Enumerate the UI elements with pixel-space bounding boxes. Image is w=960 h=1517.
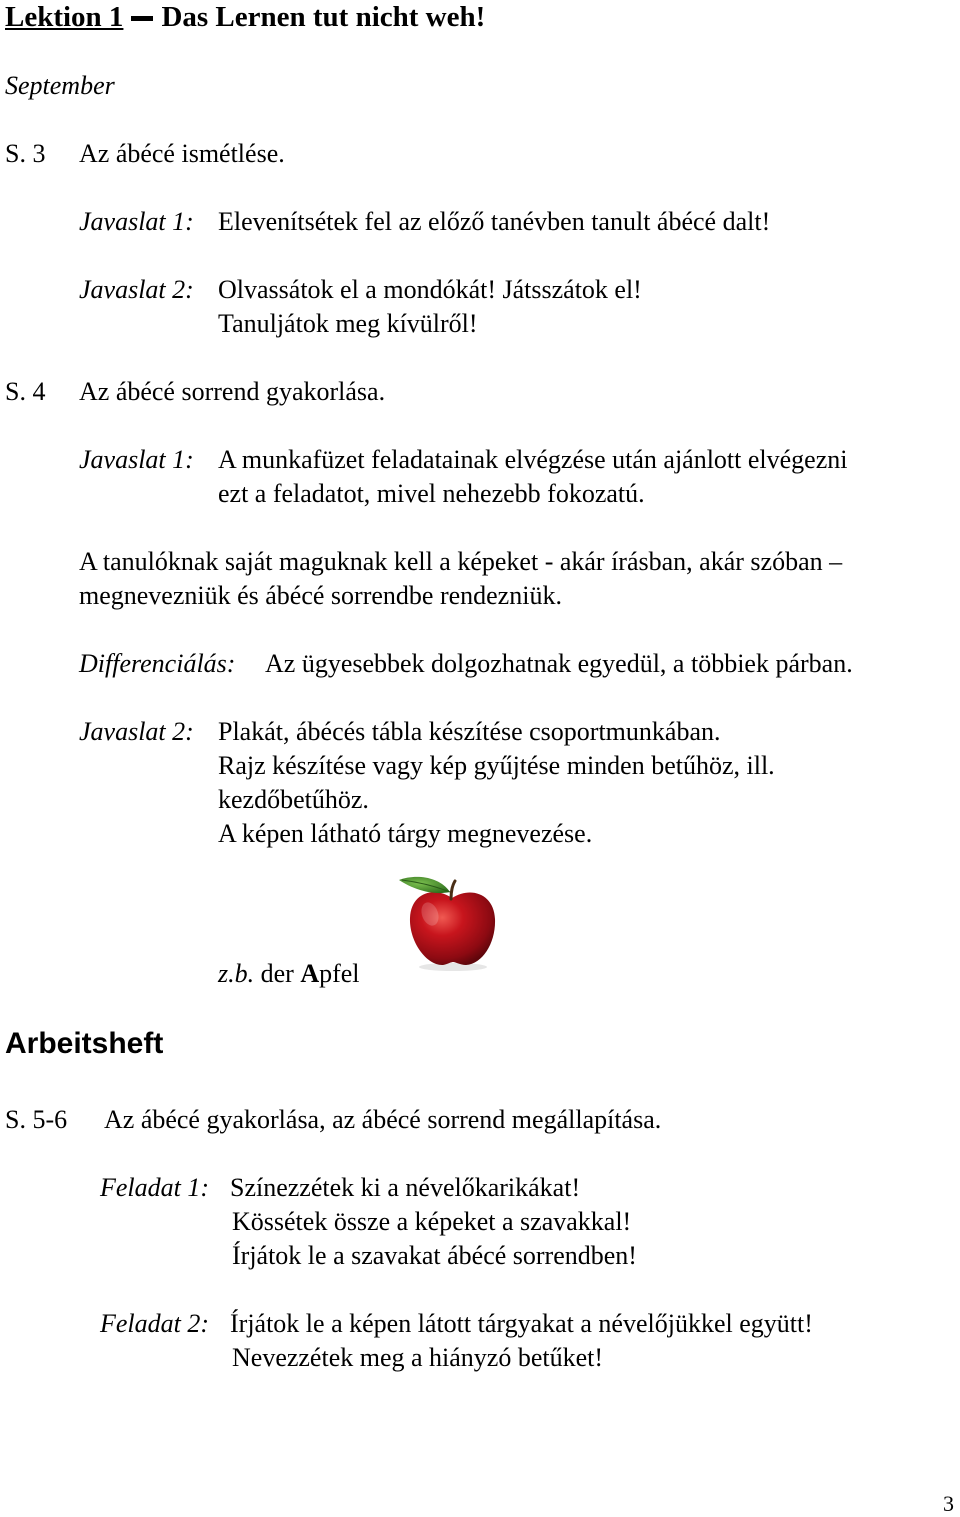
page-title — [5, 0, 485, 34]
s4-suggestion1-line2: ezt a feladatot, mivel nehezebb fokozatú. — [218, 479, 645, 508]
apple-icon — [395, 872, 505, 972]
s3-suggestion2-line1: Olvassátok el a mondókát! Játsszátok el! — [218, 275, 642, 304]
differentiation-label: Differenciálás: — [79, 649, 236, 678]
s3-topic: Az ábécé ismétlése. — [79, 139, 285, 168]
example-zb: z.b. — [218, 959, 255, 988]
task1-line2: Kössétek össze a képeket a szavakkal! — [232, 1207, 632, 1236]
month-label: September — [5, 71, 115, 100]
s4-paragraph-line2: megnevezniük és ábécé sorrendbe rendezniük. — [79, 581, 562, 610]
s4-paragraph-line1: A tanulóknak saját maguknak kell a képeket - akár írásban, akár szóban – — [79, 547, 843, 576]
s3-suggestion2-label: Javaslat 2: — [79, 275, 194, 304]
s3-suggestion1-label: Javaslat 1: — [79, 207, 194, 236]
differentiation-text: Az ügyesebbek dolgozhatnak egyedül, a többiek párban. — [265, 649, 853, 678]
task2-label: Feladat 2: — [100, 1309, 210, 1338]
s3-page-ref: S. 3 — [5, 139, 46, 168]
example-initial: A — [300, 959, 320, 988]
s4-suggestion2-line4: A képen látható tárgy megnevezése. — [218, 819, 593, 848]
s4-suggestion2-line2: Rajz készítése vagy kép gyűjtése minden betűhöz, ill. — [218, 751, 775, 780]
s4-suggestion2-line1: Plakát, ábécés tábla készítése csoportmunkában. — [218, 717, 721, 746]
example-word-rest: pfel — [319, 959, 360, 988]
example-caption — [218, 959, 360, 989]
arbeitsheft-heading: Arbeitsheft — [5, 1027, 164, 1060]
example-article: der — [260, 959, 294, 988]
s4-suggestion1-label: Javaslat 1: — [79, 445, 194, 474]
s3-suggestion1-text: Elevenítsétek fel az előző tanévben tanult ábécé dalt! — [218, 207, 771, 236]
s3-suggestion2-line2: Tanuljátok meg kívülről! — [218, 309, 478, 338]
s4-suggestion2-line3: kezdőbetűhöz. — [218, 785, 369, 814]
lesson-label: Lektion 1 — [5, 1, 124, 33]
lesson-title: Das Lernen tut nicht weh! — [161, 1, 486, 33]
s4-suggestion2-label: Javaslat 2: — [79, 717, 194, 746]
s4-suggestion1-line1: A munkafüzet feladatainak elvégzése után ajánlott elvégezni — [218, 445, 848, 474]
s4-topic: Az ábécé sorrend gyakorlása. — [79, 377, 386, 406]
ah-page-ref: S. 5-6 — [5, 1105, 68, 1134]
task1-line3: Írjátok le a szavakat ábécé sorrendben! — [232, 1241, 637, 1270]
page-number: 3 — [943, 1491, 954, 1516]
task1-label: Feladat 1: — [100, 1173, 210, 1202]
s4-page-ref: S. 4 — [5, 377, 46, 406]
task1-line1: Színezzétek ki a névelőkarikákat! — [230, 1173, 581, 1202]
task2-line1: Írjátok le a képen látott tárgyakat a névelőjükkel együtt! — [230, 1309, 813, 1338]
title-dash — [131, 16, 153, 21]
task2-line2: Nevezzétek meg a hiányzó betűket! — [232, 1343, 604, 1372]
ah-topic: Az ábécé gyakorlása, az ábécé sorrend megállapítása. — [104, 1105, 662, 1134]
